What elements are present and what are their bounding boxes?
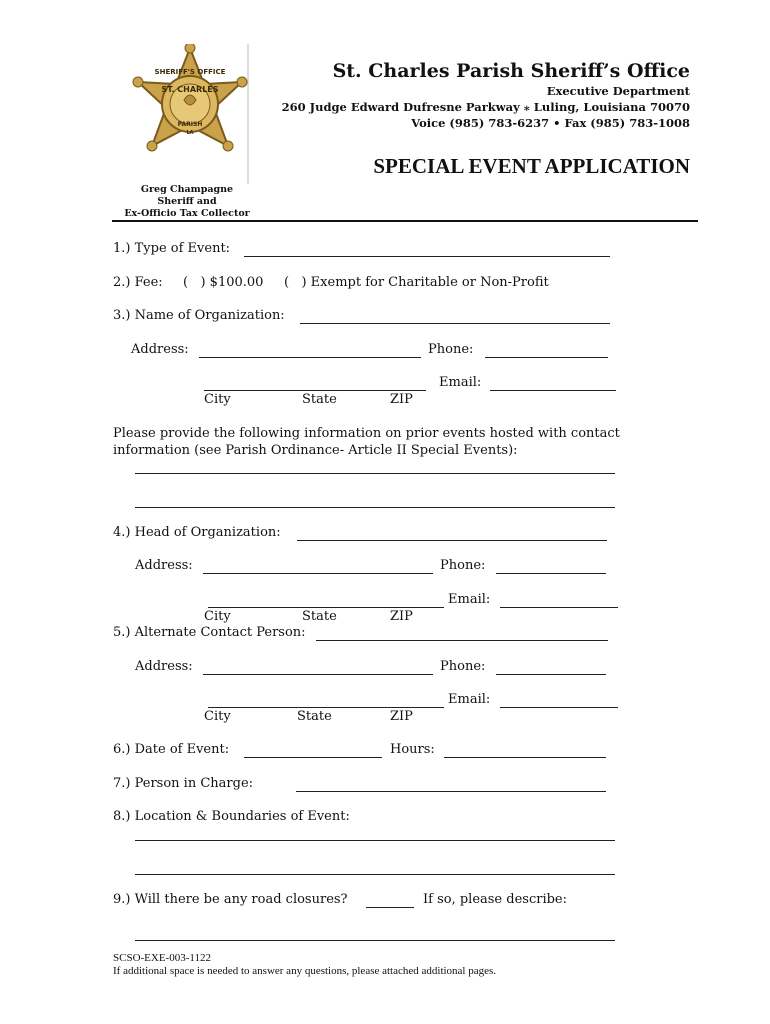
badge-middle-text: ST. CHARLES bbox=[161, 85, 219, 94]
sheriff-title-2: Ex-Officio Tax Collector bbox=[124, 208, 250, 219]
location-line-1[interactable] bbox=[135, 840, 615, 841]
org-state-label: State bbox=[302, 392, 337, 407]
org-phone-field[interactable] bbox=[485, 357, 608, 358]
head-city-state-zip-field[interactable] bbox=[208, 607, 444, 608]
office-name: St. Charles Parish Sheriff’s Office bbox=[332, 60, 690, 82]
badge-state-text: LA bbox=[186, 130, 194, 136]
alt-state-label: State bbox=[297, 709, 332, 724]
prior-events-line-2[interactable] bbox=[135, 507, 615, 508]
alternate-contact-field[interactable] bbox=[316, 640, 608, 641]
road-closures-description-field[interactable] bbox=[135, 940, 615, 941]
hours-field[interactable] bbox=[444, 757, 606, 758]
prior-events-text-1: Please provide the following information on prior events hosted with contact bbox=[113, 426, 620, 441]
badge-top-text: SHERIFF'S OFFICE bbox=[154, 68, 226, 76]
road-closures-field[interactable] bbox=[366, 907, 414, 908]
org-city-label: City bbox=[204, 392, 231, 407]
head-address-field[interactable] bbox=[203, 573, 433, 574]
fee-option-exempt[interactable]: ( ) Exempt for Charitable or Non-Profit bbox=[284, 275, 549, 290]
alt-phone-field[interactable] bbox=[496, 674, 606, 675]
org-email-label: Email: bbox=[439, 375, 482, 390]
org-city-state-zip-field[interactable] bbox=[204, 390, 426, 391]
head-of-org-field[interactable] bbox=[297, 540, 607, 541]
sheriff-title-1: Sheriff and bbox=[157, 196, 217, 207]
location-boundaries-label: 8.) Location & Boundaries of Event: bbox=[113, 809, 350, 824]
alt-address-field[interactable] bbox=[203, 674, 433, 675]
alternate-contact-label: 5.) Alternate Contact Person: bbox=[113, 625, 306, 640]
form-title: SPECIAL EVENT APPLICATION bbox=[373, 154, 690, 178]
type-of-event-field[interactable] bbox=[244, 256, 610, 257]
org-address-field[interactable] bbox=[199, 357, 421, 358]
head-phone-field[interactable] bbox=[496, 573, 606, 574]
prior-events-line-1[interactable] bbox=[135, 473, 615, 474]
prior-events-text-2: information (see Parish Ordinance- Article II Special Events): bbox=[113, 443, 518, 458]
head-of-org-label: 4.) Head of Organization: bbox=[113, 525, 281, 540]
header-divider bbox=[112, 220, 698, 222]
alt-zip-label: ZIP bbox=[390, 709, 413, 724]
location-line-2[interactable] bbox=[135, 874, 615, 875]
alt-email-label: Email: bbox=[448, 692, 491, 707]
footer-note: If additional space is needed to answer any questions, please attached additional pages. bbox=[113, 965, 497, 977]
date-of-event-label: 6.) Date of Event: bbox=[113, 742, 230, 757]
office-address: 260 Judge Edward Dufresne Parkway ⁎ Luling, Louisiana 70070 bbox=[281, 100, 690, 114]
sheriff-badge-logo bbox=[128, 44, 252, 184]
org-phone-label: Phone: bbox=[428, 342, 474, 357]
road-closures-describe-label: If so, please describe: bbox=[423, 892, 567, 907]
road-closures-label: 9.) Will there be any road closures? bbox=[113, 892, 348, 907]
organization-name-field[interactable] bbox=[300, 323, 610, 324]
head-email-label: Email: bbox=[448, 592, 491, 607]
head-email-field[interactable] bbox=[500, 607, 618, 608]
alt-city-state-zip-field[interactable] bbox=[208, 707, 444, 708]
head-address-label: Address: bbox=[135, 558, 193, 573]
head-state-label: State bbox=[302, 609, 337, 624]
type-of-event-label: 1.) Type of Event: bbox=[113, 241, 231, 256]
org-email-field[interactable] bbox=[490, 390, 616, 391]
badge-bottom-text: PARISH bbox=[177, 121, 203, 128]
alt-phone-label: Phone: bbox=[440, 659, 486, 674]
hours-label: Hours: bbox=[390, 742, 435, 757]
alt-city-label: City bbox=[204, 709, 231, 724]
date-of-event-field[interactable] bbox=[244, 757, 382, 758]
head-phone-label: Phone: bbox=[440, 558, 486, 573]
alt-email-field[interactable] bbox=[500, 707, 618, 708]
head-zip-label: ZIP bbox=[390, 609, 413, 624]
office-contact: Voice (985) 783-6237 • Fax (985) 783-1008 bbox=[411, 116, 690, 130]
person-in-charge-label: 7.) Person in Charge: bbox=[113, 776, 254, 791]
fee-option-100[interactable]: ( ) $100.00 bbox=[183, 275, 264, 290]
fee-label: 2.) Fee: bbox=[113, 275, 163, 290]
org-zip-label: ZIP bbox=[390, 392, 413, 407]
department-name: Executive Department bbox=[546, 84, 690, 98]
form-code: SCSO-EXE-003-1122 bbox=[113, 952, 211, 964]
alt-address-label: Address: bbox=[135, 659, 193, 674]
sheriff-name: Greg Champagne bbox=[140, 184, 234, 195]
person-in-charge-field[interactable] bbox=[296, 791, 606, 792]
org-address-label: Address: bbox=[131, 342, 189, 357]
organization-name-label: 3.) Name of Organization: bbox=[113, 308, 285, 323]
head-city-label: City bbox=[204, 609, 231, 624]
